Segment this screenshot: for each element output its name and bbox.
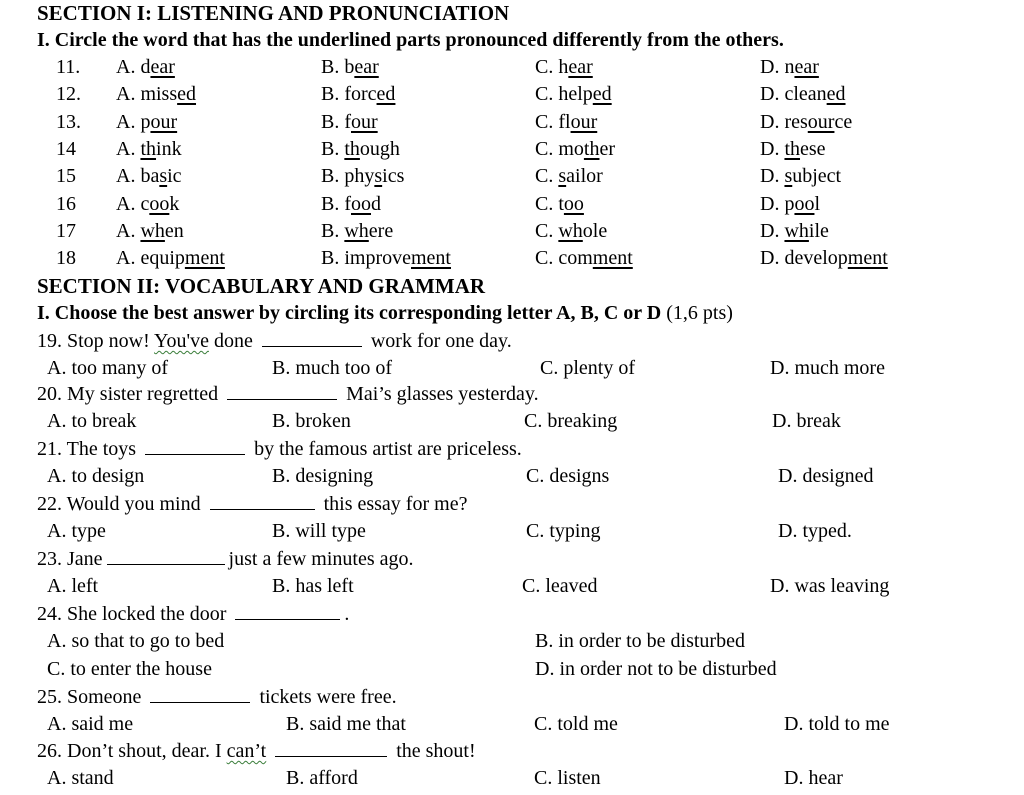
- answer-option-b: B. designing: [272, 465, 374, 487]
- question-text: 26. Don’t shout, dear. I: [37, 740, 227, 762]
- option-text: A. miss: [116, 83, 178, 106]
- underlined-part: our: [150, 110, 178, 133]
- option-b: [321, 139, 400, 159]
- option-b: [321, 84, 395, 104]
- option-text: l: [814, 192, 821, 215]
- option-text: A.: [116, 137, 141, 160]
- section-1-instruction: I. Circle the word that has the underlined parts pronounced differently from the others.: [37, 29, 784, 51]
- option-text: D. develop: [760, 247, 848, 270]
- option-a: [116, 194, 179, 214]
- option-c: [535, 139, 615, 159]
- answer-blank: [210, 495, 315, 510]
- option-b: [321, 166, 404, 186]
- answer-option-c: C. to enter the house: [47, 658, 212, 680]
- option-text: A. c: [116, 192, 150, 215]
- answer-option-a: A. stand: [47, 767, 114, 789]
- underlined-part: ear: [794, 56, 819, 78]
- option-text: B. f: [321, 192, 351, 215]
- option-c: [535, 84, 612, 104]
- question-23: [37, 549, 414, 569]
- option-text: k: [169, 192, 180, 215]
- option-text: C. h: [535, 56, 569, 78]
- answer-option-c: C. listen: [534, 767, 601, 789]
- question-text: this essay for me?: [318, 493, 468, 515]
- grammar-flag: can’t: [226, 740, 267, 762]
- answer-blank: [235, 605, 340, 620]
- option-b: [321, 221, 393, 241]
- question-text: 19. Stop now!: [37, 330, 155, 352]
- option-d: [760, 139, 826, 159]
- option-d: [760, 194, 820, 214]
- option-b: [321, 57, 379, 77]
- option-text: ile: [808, 219, 829, 242]
- option-b: [321, 248, 451, 268]
- option-text: D.: [760, 137, 785, 160]
- option-text: ic: [167, 165, 182, 188]
- underlined-part: ment: [592, 247, 633, 270]
- question-21: [37, 439, 522, 459]
- underlined-part: ed: [376, 83, 396, 106]
- answer-blank: [227, 385, 337, 400]
- option-b: [321, 112, 378, 132]
- question-20: [37, 384, 539, 404]
- option-a: [116, 84, 196, 104]
- option-text: ubject: [792, 165, 842, 188]
- option-text: C.: [535, 165, 559, 188]
- option-text: C. t: [535, 192, 564, 215]
- option-text: C.: [535, 219, 559, 242]
- item-number: 18: [56, 247, 76, 270]
- option-c: [535, 248, 633, 268]
- item-number: 13.: [56, 110, 81, 133]
- underlined-part: ear: [150, 56, 175, 78]
- option-b: [321, 194, 381, 214]
- section-1-title: SECTION I: LISTENING AND PRONUNCIATION: [37, 1, 510, 25]
- answer-blank: [262, 332, 362, 347]
- option-text: ese: [800, 137, 826, 160]
- section-2-instruction-text: I. Choose the best answer by circling its corresponding letter A, B, C or D: [37, 302, 662, 324]
- option-a: [116, 248, 225, 268]
- answer-option-c: C. told me: [534, 713, 618, 735]
- question-text: done: [208, 330, 258, 352]
- underlined-part: th: [583, 137, 600, 160]
- answer-option-a: A. to design: [47, 465, 145, 487]
- option-d: [760, 221, 829, 241]
- answer-option-c: C. typing: [526, 520, 601, 542]
- answer-option-a: A. type: [47, 520, 106, 542]
- item-number: 16: [56, 192, 76, 215]
- question-text: the shout!: [391, 740, 476, 762]
- option-a: [116, 139, 182, 159]
- option-text: ere: [368, 219, 394, 242]
- grammar-flag: You've: [154, 330, 209, 352]
- option-d: [760, 57, 819, 77]
- answer-option-a: A. to break: [47, 410, 137, 432]
- answer-option-b: B. has left: [272, 575, 354, 597]
- underlined-part: ment: [411, 247, 451, 270]
- answer-option-c: C. designs: [526, 465, 610, 487]
- option-text: C. help: [535, 83, 593, 106]
- question-text: 25. Someone: [37, 686, 147, 708]
- option-text: B. improve: [321, 247, 411, 270]
- option-text: D. n: [760, 56, 795, 78]
- answer-option-d: D. was leaving: [770, 575, 890, 597]
- question-text: tickets were free.: [254, 686, 397, 708]
- answer-option-d: D. hear: [784, 767, 843, 789]
- question-text: 22. Would you mind: [37, 493, 206, 515]
- answer-option-b: B. broken: [272, 410, 351, 432]
- answer-blank: [107, 550, 225, 565]
- option-text: B. f: [321, 110, 351, 133]
- answer-blank: [150, 688, 250, 703]
- option-text: B.: [321, 219, 345, 242]
- option-text: en: [164, 219, 184, 242]
- option-text: ics: [382, 165, 405, 188]
- option-a: [116, 57, 175, 77]
- underlined-part: ear: [354, 56, 379, 78]
- item-number: 11.: [56, 56, 81, 78]
- question-text: just a few minutes ago.: [228, 548, 414, 570]
- option-c: [535, 57, 593, 77]
- question-24: [37, 604, 349, 624]
- option-a: [116, 221, 184, 241]
- question-text: work for one day.: [365, 330, 512, 352]
- underlined-part: oo: [563, 192, 584, 215]
- section-2-title: SECTION II: VOCABULARY AND GRAMMAR: [37, 274, 486, 298]
- section-2-points: (1,6 pts): [661, 302, 733, 324]
- option-text: A. ba: [116, 165, 160, 188]
- option-text: er: [599, 137, 616, 160]
- item-number: 17: [56, 219, 76, 242]
- option-text: B. phy: [321, 165, 375, 188]
- option-c: [535, 221, 607, 241]
- answer-option-c: C. plenty of: [540, 357, 635, 379]
- answer-option-c: C. leaved: [522, 575, 598, 597]
- option-text: d: [371, 192, 381, 215]
- underlined-part: ment: [847, 247, 888, 270]
- answer-option-a: A. so that to go to bed: [47, 630, 225, 652]
- answer-blank: [275, 742, 387, 757]
- option-text: C. com: [535, 247, 593, 270]
- item-number: 12.: [56, 83, 81, 106]
- underlined-part: th: [140, 137, 157, 160]
- option-a: [116, 112, 177, 132]
- option-text: A. equip: [116, 247, 185, 270]
- option-c: [535, 194, 584, 214]
- answer-option-d: D. in order not to be disturbed: [535, 658, 777, 680]
- option-text: D. res: [760, 110, 808, 133]
- option-d: [760, 84, 846, 104]
- underlined-part: ed: [177, 83, 197, 106]
- question-text: 20. My sister regretted: [37, 383, 224, 405]
- answer-option-b: B. said me that: [286, 713, 406, 735]
- answer-option-d: D. break: [772, 410, 841, 432]
- underlined-part: ear: [568, 56, 593, 78]
- option-text: C. mo: [535, 137, 584, 160]
- underlined-part: th: [784, 137, 801, 160]
- option-text: B. forc: [321, 83, 377, 106]
- underlined-part: our: [570, 110, 598, 133]
- underlined-part: ment: [184, 247, 225, 270]
- answer-option-a: A. too many of: [47, 357, 169, 379]
- question-text: by the famous artist are priceless.: [249, 438, 522, 460]
- answer-option-a: A. said me: [47, 713, 134, 735]
- underlined-part: oo: [794, 192, 815, 215]
- answer-option-d: D. much more: [770, 357, 885, 379]
- option-text: ole: [582, 219, 608, 242]
- underlined-part: wh: [558, 219, 583, 242]
- question-22: [37, 494, 467, 514]
- option-text: ough: [359, 137, 400, 160]
- answer-blank: [145, 440, 245, 455]
- underlined-part: our: [351, 110, 378, 133]
- question-26: [37, 741, 476, 761]
- underlined-part: oo: [149, 192, 170, 215]
- question-text: 21. The toys: [37, 438, 142, 460]
- answer-option-b: B. much too of: [272, 357, 392, 379]
- underlined-part: wh: [784, 219, 809, 242]
- option-text: A. d: [116, 56, 151, 78]
- option-d: [760, 248, 888, 268]
- underlined-part: s: [558, 165, 567, 188]
- question-text: Mai’s glasses yesterday.: [341, 383, 539, 405]
- answer-option-b: B. in order to be disturbed: [535, 630, 745, 652]
- option-text: ailor: [566, 165, 603, 188]
- item-number: 15: [56, 165, 76, 188]
- underlined-part: s: [784, 165, 793, 188]
- answer-option-a: A. left: [47, 575, 99, 597]
- answer-option-b: B. afford: [286, 767, 358, 789]
- option-text: B.: [321, 137, 345, 160]
- underlined-part: oo: [351, 192, 371, 215]
- option-text: D.: [760, 219, 785, 242]
- option-text: D. clean: [760, 83, 827, 106]
- option-text: C. fl: [535, 110, 571, 133]
- option-text: ce: [834, 110, 853, 133]
- question-text: 23. Jane: [37, 548, 103, 570]
- question-25: [37, 687, 397, 707]
- underlined-part: ed: [592, 83, 612, 106]
- option-text: A. p: [116, 110, 151, 133]
- answer-option-d: D. told to me: [784, 713, 890, 735]
- underlined-part: th: [344, 137, 360, 160]
- option-text: D.: [760, 165, 785, 188]
- underlined-part: our: [807, 110, 835, 133]
- section-2-instruction: [37, 303, 733, 323]
- option-text: D. p: [760, 192, 795, 215]
- underlined-part: s: [159, 165, 168, 188]
- option-a: [116, 166, 182, 186]
- option-text: B. b: [321, 56, 355, 78]
- question-text: [266, 740, 271, 762]
- question-text: .: [344, 603, 350, 625]
- answer-option-b: B. will type: [272, 520, 366, 542]
- answer-option-d: D. designed: [778, 465, 874, 487]
- option-text: A.: [116, 219, 141, 242]
- underlined-part: wh: [140, 219, 165, 242]
- option-c: [535, 166, 603, 186]
- option-d: [760, 166, 841, 186]
- underlined-part: wh: [344, 219, 369, 242]
- question-19: [37, 331, 512, 351]
- option-c: [535, 112, 597, 132]
- answer-option-d: D. typed.: [778, 520, 852, 542]
- item-number: 14: [56, 137, 76, 160]
- question-text: 24. She locked the door: [37, 603, 232, 625]
- option-d: [760, 112, 852, 132]
- answer-option-c: C. breaking: [524, 410, 618, 432]
- option-text: ink: [156, 137, 182, 160]
- underlined-part: s: [374, 165, 383, 188]
- underlined-part: ed: [826, 83, 846, 106]
